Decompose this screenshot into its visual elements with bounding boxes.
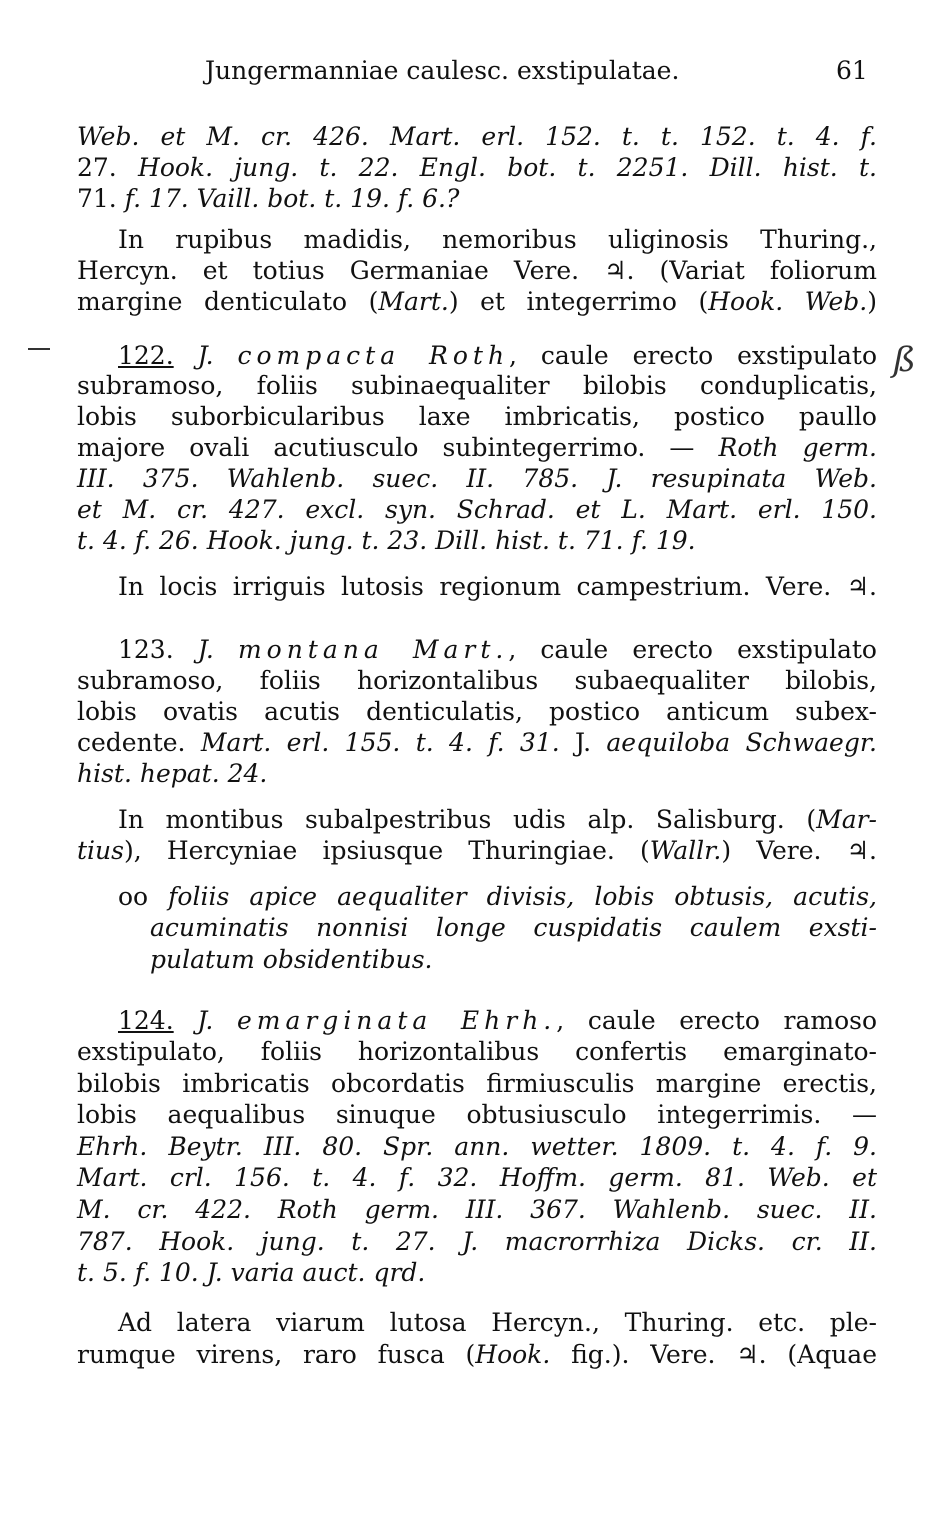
text-line <box>118 805 877 835</box>
text-segment: oo <box>118 882 169 911</box>
text-segment: bilobis imbricatis obcordatis firmiusculis margine erectis, <box>77 1069 877 1098</box>
text-segment: montana Mart. <box>237 635 509 664</box>
text-line <box>150 913 877 943</box>
text-segment: 124. <box>118 1006 174 1035</box>
text-segment: Wallr. <box>649 836 722 865</box>
text-line <box>77 256 877 286</box>
text-line <box>118 882 877 912</box>
text-line <box>77 464 877 494</box>
text-segment: , caule erecto exstipulato <box>509 341 877 370</box>
text-segment: M. cr. 422. Roth germ. III. 367. Wahlenb. suec. II. <box>77 1195 877 1224</box>
text-segment: f. 17. Vaill. bot. t. 19. f. 6.? <box>124 184 460 213</box>
text-segment: Mart. erl. 155. t. 4. f. 31. <box>200 728 560 757</box>
text-segment: ) Vere. ♃. <box>721 836 877 865</box>
text-line <box>77 1227 877 1257</box>
text-segment: aequiloba Schwaegr. <box>606 728 877 757</box>
text-segment: 123. <box>118 635 198 664</box>
text-segment: Mar- <box>816 805 877 834</box>
text-segment: ), Hercyniae ipsiusque Thuringiae. ( <box>123 836 650 865</box>
text-line <box>118 635 877 665</box>
text-segment: fig.). Vere. ♃. (Aquae <box>550 1340 877 1369</box>
text-segment: foliis apice aequaliter divisis, lobis obtusis, acutis, <box>168 882 877 911</box>
text-segment: Hook. Web. <box>708 287 868 316</box>
text-segment: margine denticulato ( <box>77 287 379 316</box>
text-line <box>77 1037 877 1067</box>
text-line <box>77 526 877 556</box>
text-line <box>77 759 877 789</box>
text-line <box>77 184 877 214</box>
margin-dash-mark <box>28 348 50 350</box>
text-segment: lobis aequalibus sinuque obtusiusculo integerrimis. — <box>77 1100 877 1129</box>
text-line <box>77 1195 877 1225</box>
text-line <box>77 1163 877 1193</box>
text-segment: Web. et M. cr. 426. Mart. erl. 152. t. t. 152. t. 4. f. <box>77 122 877 151</box>
text-segment: ) et integerrimo ( <box>448 287 709 316</box>
text-segment: subramoso, foliis horizontalibus subaequaliter bilobis, <box>77 666 877 695</box>
text-line <box>77 1132 877 1162</box>
margin-note-mark: ß <box>893 340 916 380</box>
text-segment: Hercyn. et totius Germaniae Vere. ♃. (Variat foliorum <box>77 256 877 285</box>
text-line <box>77 495 877 525</box>
text-line <box>77 728 877 758</box>
text-segment: compacta Roth <box>237 341 510 370</box>
text-line <box>77 1100 877 1130</box>
text-segment: majore ovali acutiusculo subintegerrimo. — <box>77 433 719 462</box>
text-segment: tius <box>77 836 124 865</box>
text-line <box>77 153 877 183</box>
text-line <box>150 945 877 975</box>
text-segment: In locis irriguis lutosis regionum campestrium. Vere. ♃. <box>118 572 877 601</box>
text-line <box>118 1308 877 1338</box>
text-line <box>77 697 877 727</box>
text-line <box>77 836 877 866</box>
text-segment: 27. <box>77 153 139 182</box>
text-segment: Hook. <box>475 1340 551 1369</box>
text-line <box>77 402 877 432</box>
text-segment: In rupibus madidis, nemoribus uliginosis Thuring., <box>118 225 877 254</box>
text-line <box>118 341 877 371</box>
text-segment: J. <box>197 635 238 664</box>
text-line <box>77 1340 877 1370</box>
text-segment: Mart. <box>378 287 449 316</box>
text-segment: J. <box>173 341 238 370</box>
text-segment: Mart. crl. 156. t. 4. f. 32. Hoffm. germ. 81. Web. et <box>77 1163 877 1192</box>
text-segment: , caule erecto exstipulato <box>508 635 877 664</box>
text-line <box>77 287 877 317</box>
text-segment: Roth germ. <box>718 433 877 462</box>
text-segment: lobis suborbicularibus laxe imbricatis, postico paullo <box>77 402 877 431</box>
running-title: Jungermanniae caulesc. exstipulatae. <box>205 56 680 85</box>
text-segment: III. 375. Wahlenb. suec. II. 785. J. resupinata Web. <box>77 464 877 493</box>
text-segment: et M. cr. 427. excl. syn. Schrad. et L. Mart. erl. 150. <box>77 495 877 524</box>
text-line <box>77 1258 877 1288</box>
text-line <box>77 1069 877 1099</box>
text-segment: 122. <box>118 341 174 370</box>
text-segment: hist. hepat. 24. <box>77 759 268 788</box>
text-segment: In montibus subalpestribus udis alp. Salisburg. ( <box>118 805 817 834</box>
text-segment: J. <box>559 728 607 757</box>
text-segment: J. <box>173 1006 237 1035</box>
text-segment: emarginata Ehrh. <box>236 1006 557 1035</box>
text-line <box>118 572 877 602</box>
text-segment: ) <box>867 287 877 316</box>
text-segment: Ehrh. Beytr. III. 80. Spr. ann. wetter. 1809. t. 4. f. 9. <box>77 1132 877 1161</box>
text-segment: lobis ovatis acutis denticulatis, postico anticum subex- <box>77 697 877 726</box>
text-line <box>77 666 877 696</box>
text-segment: acuminatis nonnisi longe cuspidatis caulem exsti- <box>150 913 877 942</box>
text-segment: Ad latera viarum lutosa Hercyn., Thuring. etc. ple- <box>118 1308 877 1337</box>
text-line <box>77 122 877 152</box>
text-line <box>77 433 877 463</box>
text-segment: t. 5. f. 10. J. varia auct. qrd. <box>77 1258 426 1287</box>
text-segment: 71. <box>77 184 125 213</box>
text-line <box>77 371 877 401</box>
text-segment: cedente. <box>77 728 201 757</box>
text-segment: 787. Hook. jung. t. 27. J. macrorrhiza Dicks. cr. II. <box>77 1227 877 1256</box>
page-number: 61 <box>836 56 868 85</box>
text-line <box>118 225 877 255</box>
text-line <box>118 1006 877 1036</box>
text-segment: Hook. jung. t. 22. Engl. bot. t. 2251. Dill. hist. t. <box>138 153 877 182</box>
text-segment: , caule erecto ramoso <box>556 1006 878 1035</box>
text-segment: exstipulato, foliis horizontalibus confertis emarginato- <box>77 1037 877 1066</box>
text-segment: pulatum obsidentibus. <box>150 945 433 974</box>
text-segment: rumque virens, raro fusca ( <box>77 1340 476 1369</box>
text-segment: t. 4. f. 26. Hook. jung. t. 23. Dill. hist. t. 71. f. 19. <box>77 526 696 555</box>
text-segment: subramoso, foliis subinaequaliter bilobis conduplicatis, <box>77 371 877 400</box>
